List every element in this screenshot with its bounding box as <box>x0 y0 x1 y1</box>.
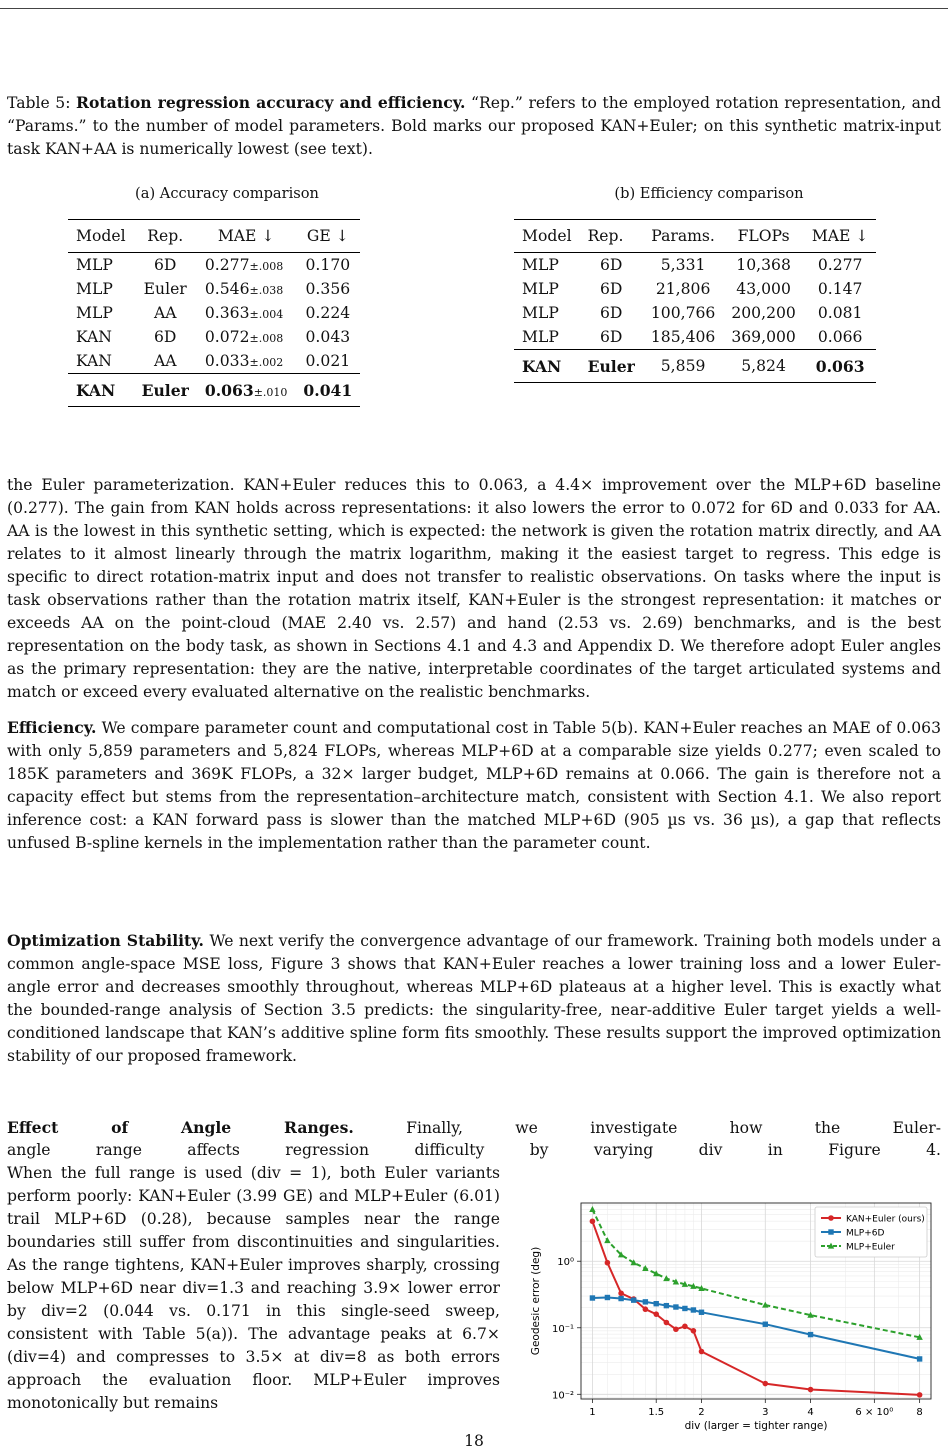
table-row-ours <box>514 350 876 383</box>
cell-mae: 0.147 <box>817 280 863 298</box>
paragraph-angle-line1 <box>7 1116 941 1140</box>
legend-label: MLP+Euler <box>846 1242 895 1253</box>
cell-rep: 6D <box>599 280 623 298</box>
data-point <box>631 1297 636 1302</box>
data-point <box>808 1387 814 1393</box>
cell-mae-std: ±.008 <box>249 332 284 345</box>
table-header-row <box>68 220 360 253</box>
data-point <box>682 1324 688 1330</box>
table-caption <box>7 91 941 161</box>
cell-mae-std: ±.008 <box>249 260 284 273</box>
data-point <box>917 1392 923 1398</box>
cell-model: MLP <box>76 256 113 274</box>
cell-params: 185,406 <box>650 328 716 346</box>
accuracy-table <box>68 219 360 407</box>
cell-params: 100,766 <box>650 304 716 322</box>
cell-mae-group <box>197 349 296 374</box>
table-row <box>68 325 360 349</box>
data-point <box>664 1320 670 1326</box>
table-row <box>514 277 876 301</box>
cell-model: KAN <box>76 352 112 370</box>
data-point <box>763 1322 768 1327</box>
cell-params: 21,806 <box>655 280 711 298</box>
cell-rep: 6D <box>599 328 623 346</box>
cell-ge: 0.356 <box>305 280 351 298</box>
data-point <box>691 1328 697 1334</box>
cell-flops: 200,200 <box>731 304 796 322</box>
cell-rep: AA <box>153 352 177 370</box>
cell-model: KAN <box>522 356 562 376</box>
table-row <box>514 253 876 278</box>
table-row <box>514 325 876 350</box>
header-model: Model <box>76 227 126 245</box>
table-row <box>68 301 360 325</box>
cell-flops: 369,000 <box>731 328 796 346</box>
cell-ge: 0.170 <box>305 256 351 274</box>
x-tick-label: 4 <box>807 1407 814 1418</box>
cell-mae-std: ±.004 <box>249 308 284 321</box>
data-point <box>673 1326 679 1332</box>
cell-mae-std: ±.002 <box>249 356 284 369</box>
legend-marker <box>828 1229 833 1234</box>
data-point <box>618 1296 623 1301</box>
header-params: Params. <box>651 227 715 245</box>
paragraph-optimization <box>7 929 941 1068</box>
paragraph-heading: Efficiency. <box>7 718 97 737</box>
data-point <box>618 1290 624 1296</box>
cell-model: KAN <box>76 380 116 400</box>
x-axis-label: div (larger = tighter range) <box>684 1420 828 1432</box>
table-row-ours <box>68 374 360 407</box>
table-caption-label: Table 5: <box>7 94 71 112</box>
data-point <box>642 1265 648 1271</box>
paragraph-angle-rest: When the full range is used (div = 1), both Euler variants perform poorly: KAN+Euler (3.99 GE) and MLP+Euler (6.01) trail MLP+6D (0.28), because samples near the range boundaries still suffer from discontinuities and singularities. As the range tightens, KAN+Euler improves sharply, crossing below MLP+6D near div=1.3 and reaching 3.9× lower error by div=2 (0.044 vs. 0.171 in this single-seed sweep, consistent with Table 5(a)). The advantage peaks at 6.7× (div=4) and compresses to 3.5× at div=8 as both errors approach the evaluation floor. MLP+Euler improves monotonically but remains <box>7 1164 500 1412</box>
cell-rep: Euler <box>143 280 187 298</box>
paragraph-angle-line2: angle range affects regression difficulty by varying div in Figure 4. <box>7 1141 941 1159</box>
cell-mae: 0.277 <box>817 256 863 274</box>
cell-mae: 0.277 <box>204 256 250 274</box>
cell-ge: 0.224 <box>305 304 351 322</box>
data-point <box>673 1304 678 1309</box>
header-rep: Rep. <box>147 227 184 245</box>
cell-rep: 6D <box>153 328 177 346</box>
cell-ge: 0.041 <box>303 380 353 400</box>
paragraph-efficiency <box>7 716 941 855</box>
data-point <box>664 1303 669 1308</box>
legend-label: KAN+Euler (ours) <box>846 1214 925 1225</box>
efficiency-table <box>514 219 876 383</box>
data-point <box>653 1311 659 1317</box>
cell-rep: 6D <box>599 304 623 322</box>
data-point <box>762 1381 768 1387</box>
cell-model: MLP <box>76 304 113 322</box>
cell-mae: 0.063 <box>815 356 865 376</box>
legend-marker <box>828 1215 834 1221</box>
cell-params: 5,859 <box>660 357 706 375</box>
data-point <box>604 1237 610 1243</box>
header-mae: MAE ↓ <box>811 227 869 245</box>
cell-rep: Euler <box>587 356 635 376</box>
cell-rep: 6D <box>153 256 177 274</box>
x-tick-label: 8 <box>916 1407 923 1418</box>
paragraph-heading: Optimization Stability. <box>7 931 204 950</box>
paragraph-heading: Effect of Angle Ranges. <box>7 1118 354 1137</box>
data-point <box>643 1306 649 1312</box>
x-tick-label: 6 × 10⁰ <box>855 1407 894 1418</box>
paragraph-text: We compare parameter count and computational cost in Table 5(b). KAN+Euler reaches an MAE of 0.063 with only 5,859 parameters and 5,824 FLOPs, whereas MLP+6D at a comparable size yields 0.277; even scaled to 185K parameters and 369K FLOPs, a 32× larger budget, MLP+6D remains at 0.066. The gain is therefore not a capacity effect but stems from the representation–architecture match, consistent with Section 4.1. We also report inference cost: a KAN forward pass is slower than the matched MLP+6D (905 µs vs. 36 µs), a gap that reflects unfused B-spline kernels in the implementation rather than the parameter count. <box>7 719 941 852</box>
table-b-caption: (b) Efficiency comparison <box>614 185 804 202</box>
cell-flops: 5,824 <box>741 357 786 375</box>
cell-mae: 0.066 <box>817 328 863 346</box>
cell-mae-group <box>197 301 296 325</box>
cell-rep: 6D <box>599 256 623 274</box>
data-point <box>643 1299 648 1304</box>
data-point <box>605 1260 611 1266</box>
header-mae: MAE ↓ <box>217 227 275 245</box>
cell-mae: 0.072 <box>204 328 250 346</box>
cell-model: MLP <box>76 280 113 298</box>
table-a-caption: (a) Accuracy comparison <box>135 185 319 202</box>
header-ge: GE ↓ <box>306 227 349 245</box>
data-point <box>590 1295 595 1300</box>
data-point <box>682 1306 687 1311</box>
cell-model: MLP <box>522 280 559 298</box>
cell-flops: 43,000 <box>736 280 791 298</box>
cell-rep: AA <box>153 304 177 322</box>
data-point <box>917 1356 922 1361</box>
header-rep: Rep. <box>587 227 624 245</box>
cell-flops: 10,368 <box>736 256 791 274</box>
table-row <box>68 349 360 374</box>
cell-model: MLP <box>522 328 559 346</box>
table-row <box>68 253 360 278</box>
cell-mae-std: ±.038 <box>249 284 284 297</box>
cell-ge: 0.043 <box>305 328 351 346</box>
data-point <box>590 1218 596 1224</box>
cell-mae: 0.363 <box>204 304 250 322</box>
cell-mae-group <box>197 277 296 301</box>
cell-model: KAN <box>76 328 112 346</box>
table-caption-text: “Rep.” refers to the employed rotation representation, and “Params.” to the number of model parameters. Bold marks our proposed KAN+Euler; on this synthetic matrix-input task KAN+AA is numerically lowest (see text). <box>7 94 941 158</box>
cell-model: MLP <box>522 304 559 322</box>
x-tick-label: 2 <box>698 1407 705 1418</box>
y-axis-label: Geodesic error (deg) <box>530 1246 542 1356</box>
cell-mae: 0.063 <box>204 380 254 400</box>
table-row <box>514 301 876 325</box>
top-rule <box>0 8 948 9</box>
paragraph-text: Finally, we investigate how the Euler- <box>406 1119 941 1137</box>
header-model: Model <box>522 227 572 245</box>
cell-mae: 0.081 <box>817 304 863 322</box>
cell-ge: 0.021 <box>305 352 351 370</box>
table-header-row <box>514 220 876 253</box>
cell-mae-group <box>197 325 296 349</box>
paragraph-text: We next verify the convergence advantage of our framework. Training both models under a common angle-space MSE loss, Figure 3 shows that KAN+Euler reaches a lower training loss and a lower Euler-angle error and decreases smoothly throughout, whereas MLP+6D plateaus at a higher level. This is exactly what the bounded-range analysis of Section 3.5 predicts: the singularity-free, near-additive Euler target yields a well-conditioned landscape that KAN’s additive spline form fits smoothly. These results support the improved optimization stability of our proposed framework. <box>7 932 942 1065</box>
angle-range-chart <box>517 1195 945 1435</box>
table-caption-title: Rotation regression accuracy and efficiency. <box>76 93 466 112</box>
x-tick-label: 3 <box>762 1407 769 1418</box>
cell-mae: 0.033 <box>204 352 250 370</box>
data-point <box>605 1295 610 1300</box>
cell-params: 5,331 <box>660 256 706 274</box>
chart-legend <box>815 1207 927 1257</box>
cell-rep: Euler <box>141 380 189 400</box>
data-point <box>699 1349 705 1355</box>
page-number: 18 <box>464 1432 484 1450</box>
cell-mae-group <box>197 253 296 278</box>
cell-model: MLP <box>522 256 559 274</box>
y-tick-label: 10⁻¹ <box>551 1323 574 1335</box>
cell-mae-std: ±.010 <box>253 385 288 399</box>
data-point <box>589 1206 595 1212</box>
y-tick-label: 10⁰ <box>557 1257 574 1269</box>
y-tick-label: 10⁻² <box>551 1390 574 1402</box>
legend-label: MLP+6D <box>846 1228 885 1239</box>
data-point <box>699 1310 704 1315</box>
paragraph-euler: the Euler parameterization. KAN+Euler reduces this to 0.063, a 4.4× improvement over the MLP+6D baseline (0.277). The gain from KAN holds across representations: it also lowers the error to 0.072 for 6D and 0.033 for AA. AA is the lowest in this synthetic setting, which is expected: the network is given the rotation matrix directly, and AA relates to it almost linearly through the matrix logarithm, making it the easiest target to regress. This edge is specific to direct rotation-matrix input and does not transfer to realistic observations. On tasks where the input is task observations rather than the rotation matrix itself, KAN+Euler is the strongest representation: it matches or exceeds AA on the point-cloud (MAE 2.40 vs. 2.57) and hand (2.53 vs. 2.69) benchmarks, and is the best representation on the body task, as shown in Sections 4.1 and 4.3 and Appendix D. We therefore adopt Euler angles as the primary representation: they are the native, interpretable coordinates of the target articulated systems and match or exceed every evaluated alternative on the realistic benchmarks. <box>7 476 941 701</box>
cell-mae: 0.546 <box>204 280 250 298</box>
table-row <box>68 277 360 301</box>
data-point <box>654 1301 659 1306</box>
x-tick-label: 1 <box>589 1407 596 1418</box>
x-tick-label: 1.5 <box>648 1407 665 1418</box>
header-flops: FLOPs <box>737 227 790 245</box>
data-point <box>691 1307 696 1312</box>
data-point <box>808 1332 813 1337</box>
